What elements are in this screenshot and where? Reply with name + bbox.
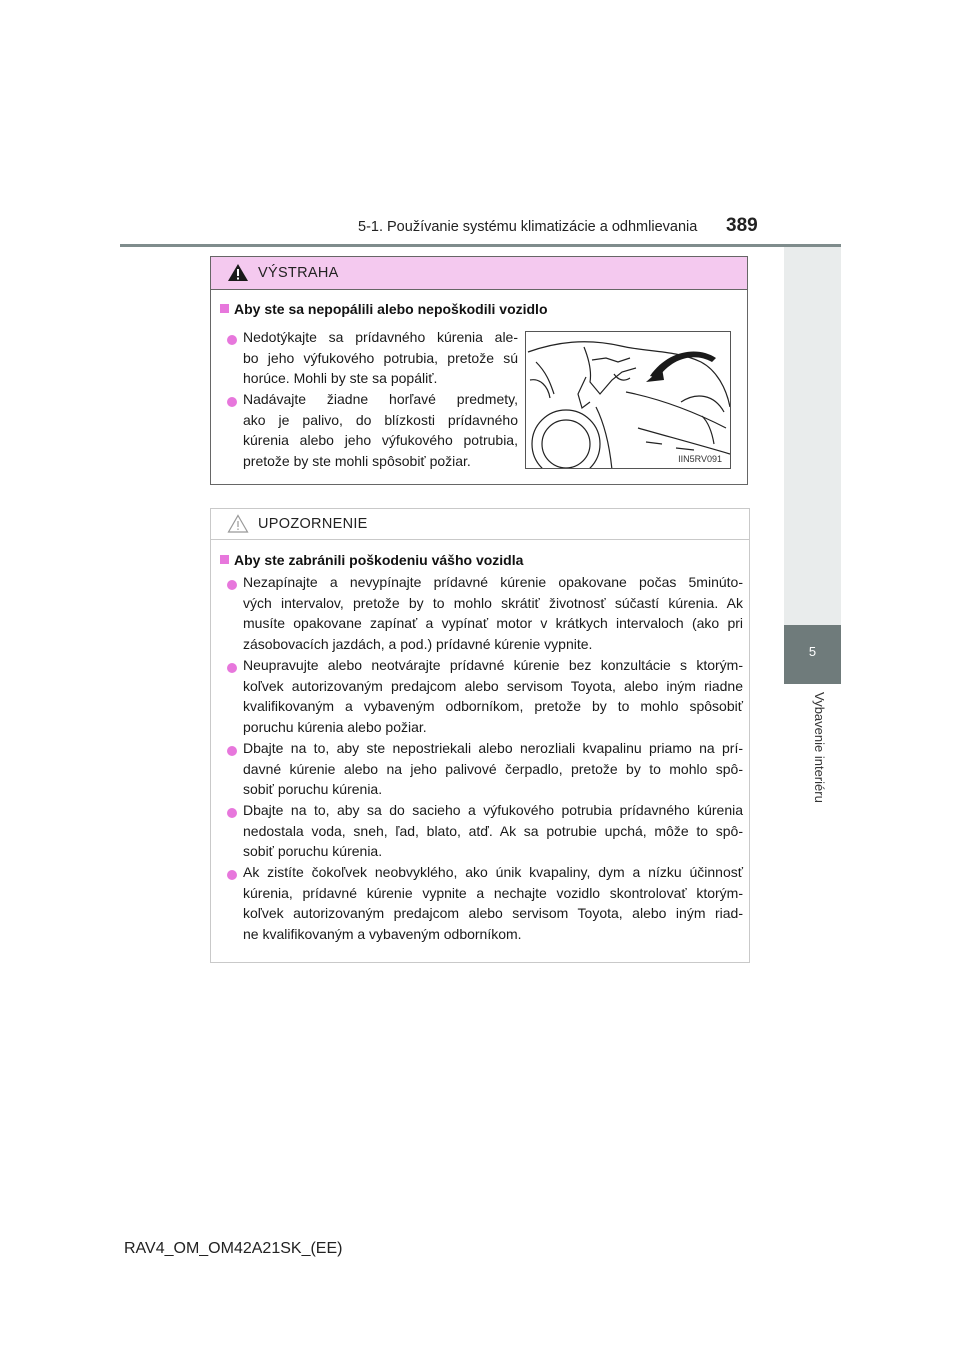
square-bullet-icon [220, 555, 229, 564]
warning-item-2: Nadávajte žiadne horľavé predmety, ako je palivo, do blízkosti prídavného kúrenia alebo jeho výfukového potrubia, pretože by ste mohli spôsobiť požiar. [243, 391, 518, 469]
page-number: 389 [726, 215, 758, 236]
bullet-dot-icon [227, 580, 237, 590]
caution-section-heading [220, 552, 523, 568]
warning-header [211, 257, 747, 290]
caution-item-3: Dbajte na to, aby ste nepostriekali alebo nerozliali kvapalinu priamo na prí- davné kúrenie alebo na jeho palivové čerpadlo, pretože by to mohlo spô- sobiť poruchu kúrenia. [243, 740, 743, 797]
caution-triangle-icon [227, 514, 249, 533]
chapter-number: 5 [808, 644, 817, 659]
warning-item-1: Nedotýkajte sa prídavného kúrenia ale- bo jeho výfukového potrubia, pretože sú horúce. Mohli by ste sa popáliť. [243, 329, 518, 386]
bullet-dot-icon [227, 746, 237, 756]
header-rule [120, 244, 841, 247]
warning-heading-text: Aby ste sa nepopálili alebo nepoškodili vozidlo [234, 301, 548, 317]
caution-box [210, 508, 750, 963]
document-code: RAV4_OM_OM42A21SK_(EE) [124, 1240, 343, 1257]
bullet-dot-icon [227, 397, 237, 407]
section-title: 5-1. Používanie systému klimatizácie a odhmlievania [358, 219, 698, 235]
caution-title: UPOZORNENIE [258, 516, 368, 532]
bullet-dot-icon [227, 870, 237, 880]
caution-item-1: Nezapínajte a nevypínajte prídavné kúrenie opakovane počas 5minúto- vých intervalov, pretože by to mohlo skrátiť životnosť súčastí kúrenia. Ak musíte opakovane zapínať a vypínať motor v krátkych intervaloch (ako pri zásobovacích jazdách, a pod.) prídavné kúrenie vypnite. [243, 574, 743, 652]
bullet-dot-icon [227, 663, 237, 673]
warning-title: VÝSTRAHA [258, 265, 339, 281]
square-bullet-icon [220, 304, 229, 313]
caution-item-4: Dbajte na to, aby sa do sacieho a výfukového potrubia prídavného kúrenia nedostala voda, sneh, ľad, blato, atď. Ak sa potrubie upchá, môže to spô- sobiť poruchu kúrenia. [243, 802, 743, 859]
bullet-dot-icon [227, 335, 237, 345]
caution-header [211, 509, 749, 540]
figure-code: IIN5RV091 [678, 454, 722, 464]
auxiliary-heater-illustration [525, 331, 731, 469]
chapter-label: Vybavenie interiéru [812, 692, 827, 803]
bullet-dot-icon [227, 808, 237, 818]
warning-triangle-icon [227, 263, 249, 282]
caution-item-2: Neupravujte alebo neotvárajte prídavné kúrenie bez konzultácie s ktorým- koľvek autorizovaným predajcom alebo servisom Toyota, alebo iným riadne kvalifikovaným a vybaveným odborníkom, pretože by to mohlo spôsobiť poruchu kúrenia alebo požiar. [243, 657, 743, 735]
caution-heading-text: Aby ste zabránili poškodeniu vášho vozidla [234, 552, 524, 568]
car-front-drawing [526, 332, 731, 469]
warning-section-heading [220, 301, 548, 317]
caution-item-5: Ak zistíte čokoľvek neobvyklého, ako únik kvapaliny, dym a nízku účinnosť kúrenia, prídavné kúrenie vypnite a nechajte vozidlo skontrolovať ktorým- koľvek autorizovaným predajcom alebo servisom Toyota, alebo iným riad- ne kvalifikovaným a vybaveným odborníkom. [243, 864, 743, 942]
warning-box [210, 256, 748, 485]
chapter-tab-background [784, 247, 841, 625]
